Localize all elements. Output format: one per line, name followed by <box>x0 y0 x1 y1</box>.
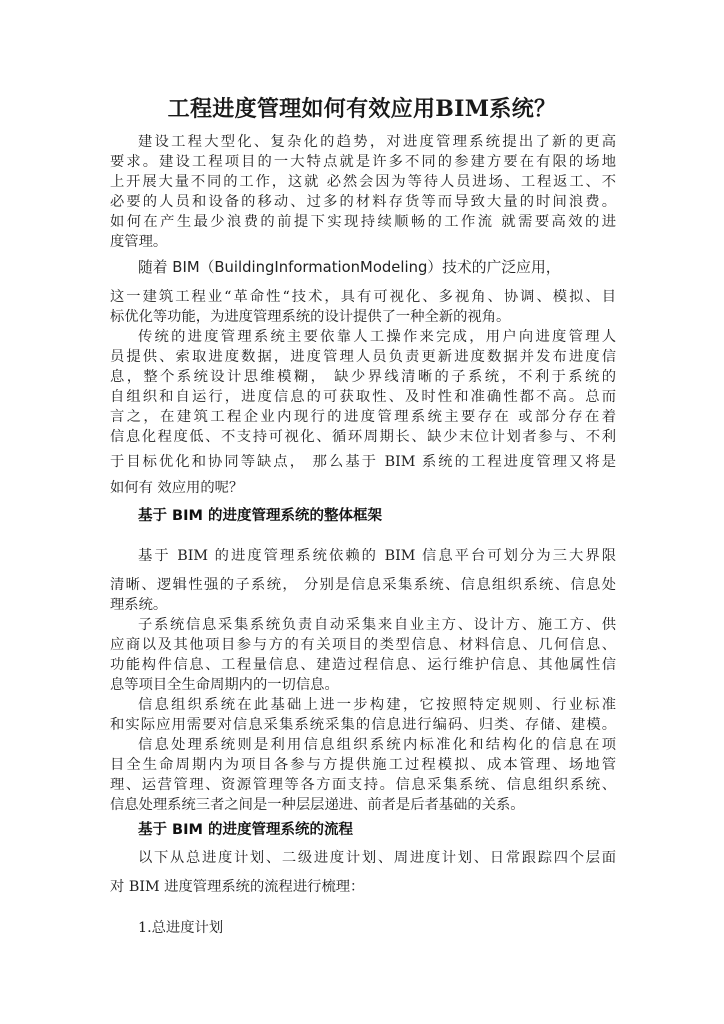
section-heading: 基于 BIM 的进度管理系统的整体框架 <box>138 508 382 524</box>
body-line: 员提供、索取进度数据，进度管理人员负责更新进度数据并发布进度信 <box>110 349 616 365</box>
body-line: 要求。建设工程项目的一大特点就是许多不同的参建方要在有限的场地 <box>110 154 616 170</box>
list-item-heading: 1.总进度计划 <box>138 920 224 936</box>
body-line: 息，整个系统设计思维模糊， 缺少界线清晰的子系统，不利于系统的 <box>110 369 616 385</box>
body-line: 和实际应用需要对信息采集系统采集的信息进行编码、归类、存储、建模。 <box>110 717 616 733</box>
body-line: 随着 BIM（BuildingInformationModeling）技术的广泛应用， <box>138 259 561 276</box>
body-line: 理、运营管理、资源管理等各方面支持。信息采集系统、信息组织系统、 <box>110 777 616 793</box>
body-line: 度管理。 <box>110 234 168 250</box>
body-line: 这一建筑工程业“革命性“技术，具有可视化、多视角、协调、模拟、目 <box>110 289 616 305</box>
body-line: 基于 BIM 的进度管理系统依赖的 BIM 信息平台可划分为三大界限 <box>138 548 616 564</box>
body-line: 理系统。 <box>110 597 168 613</box>
body-line: 于目标优化和协同等缺点， 那么基于 BIM 系统的工程进度管理又将是 <box>110 454 616 470</box>
body-line: 标优化等功能，为进度管理系统的设计提供了一种全新的视角。 <box>110 309 511 325</box>
body-line: 言之，在建筑工程企业内现行的进度管理系统主要存在 或部分存在着 <box>110 409 616 425</box>
body-line: 对 BIM 进度管理系统的流程进行梳理： <box>110 879 365 895</box>
body-line: 如何有 效应用的呢？ <box>110 480 244 496</box>
body-line: 息等项目全生命周期内的一切信息。 <box>110 677 339 693</box>
body-line: 清晰、逻辑性强的子系统， 分别是信息采集系统、信息组织系统、信息处 <box>110 577 616 593</box>
body-line: 信息组织系统在此基础上进一步构建，它按照特定规则、行业标准 <box>138 697 616 713</box>
body-line: 上开展大量不同的工作，这就 必然会因为等待人员进场、工程返工、不 <box>110 174 616 190</box>
body-line: 信息处理系统则是利用信息组织系统内标准化和结构化的信息在项 <box>138 737 616 753</box>
body-line: 子系统信息采集系统负责自动采集来自业主方、设计方、施工方、供 <box>138 617 616 633</box>
body-line: 如何在产生最少浪费的前提下实现持续顺畅的工作流 就需要高效的进 <box>110 214 616 230</box>
body-line: 自组织和自运行，进度信息的可获取性、及时性和准确性都不高。总而 <box>110 389 616 405</box>
section-heading: 基于 BIM 的进度管理系统的流程 <box>138 822 353 838</box>
body-line: 建设工程大型化、复杂化的趋势，对进度管理系统提出了新的更高 <box>138 134 616 150</box>
body-line: 功能构件信息、工程量信息、建造过程信息、运行维护信息、其他属性信 <box>110 657 616 673</box>
body-line: 必要的人员和设备的移动、过多的材料存货等而导致大量的时间浪费。 <box>110 194 616 210</box>
body-line: 信息化程度低、不支持可视化、循环周期长、缺少末位计划者参与、不利 <box>110 429 616 445</box>
body-line: 目全生命周期内为项目各参与方提供施工过程模拟、成本管理、场地管 <box>110 757 616 773</box>
body-line: 信息处理系统三者之间是一种层层递进、前者是后者基础的关系。 <box>110 797 525 813</box>
document-title: 工程进度管理如何有效应用BIM系统？ <box>167 96 557 122</box>
body-line: 应商以及其他项目参与方的有关项目的类型信息、材料信息、几何信息、 <box>110 637 616 653</box>
body-line: 以下从总进度计划、二级进度计划、周进度计划、日常跟踪四个层面 <box>138 850 616 866</box>
body-line: 传统的进度管理系统主要依靠人工操作来完成，用户向进度管理人 <box>138 329 616 345</box>
